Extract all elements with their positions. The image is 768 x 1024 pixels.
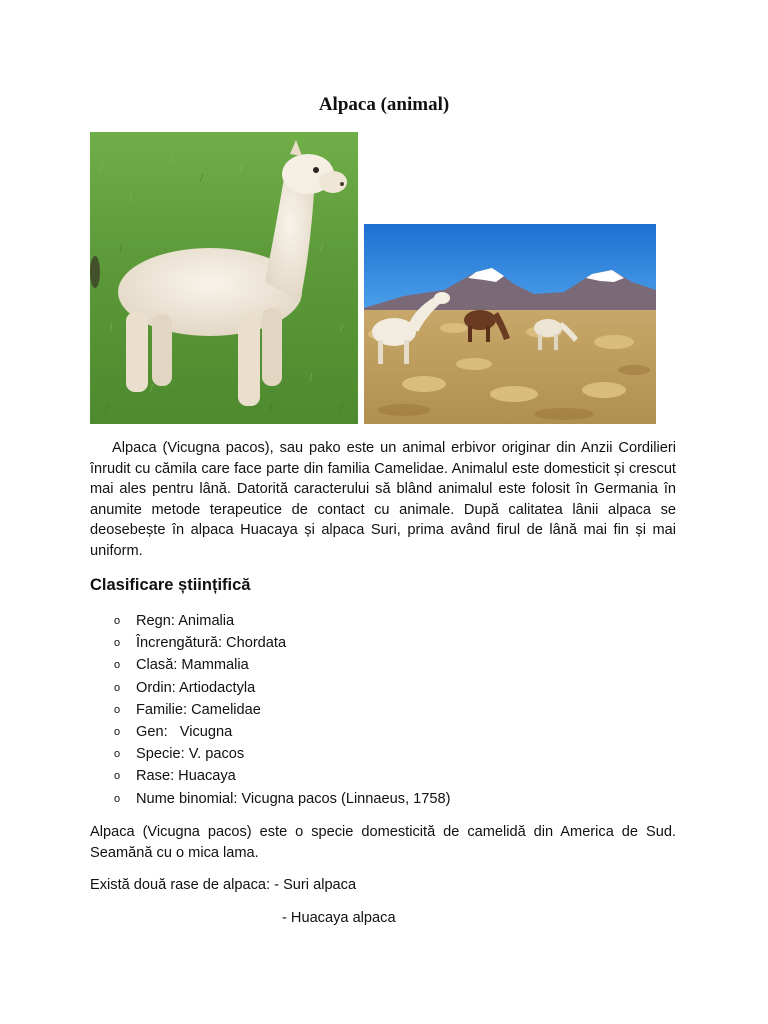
- bullet-icon: o: [114, 725, 121, 738]
- breeds-line-1: Există două rase de alpaca: - Suri alpaca: [90, 877, 357, 893]
- bullet-icon: o: [114, 615, 121, 627]
- bullet-icon: o: [114, 792, 121, 805]
- list-item-text: Familie: Camelidae: [136, 701, 261, 718]
- classification-list: [112, 610, 451, 810]
- species-paragraph: Alpaca (Vicugna pacos) este o specie domesticită de camelidă din America de Sud. Seamănă cu o mica lama.: [90, 824, 676, 861]
- bullet-icon: o: [114, 681, 121, 694]
- list-item: [112, 632, 451, 654]
- list-item: [112, 788, 451, 810]
- list-item-text: Clasă: Mammalia: [136, 657, 249, 674]
- list-item-text: Rase: Huacaya: [136, 768, 236, 785]
- bullet-icon: o: [114, 770, 121, 783]
- list-item-text: Regn: Animalia: [136, 613, 235, 629]
- bullet-icon: o: [114, 703, 121, 716]
- list-item: [112, 699, 451, 721]
- list-item-text: Gen: Vicugna: [136, 723, 233, 740]
- list-item: [112, 677, 451, 699]
- document-title: Alpaca (animal): [318, 94, 450, 115]
- list-item-text: Ordin: Artiodactyla: [136, 679, 256, 696]
- alpaca-photo-grass: [90, 132, 358, 424]
- list-item-text: Nume binomial: Vicugna pacos (Linnaeus, 1758): [136, 790, 451, 807]
- list-item: [112, 654, 451, 676]
- list-item-text: Încrengătură: Chordata: [136, 635, 287, 652]
- bullet-icon: o: [114, 637, 121, 650]
- list-item: [112, 721, 451, 743]
- list-item: [112, 743, 451, 765]
- intro-paragraph: Alpaca (Vicugna pacos), sau pako este un animal erbivor originar din Anzii Cordilieri înrudit cu cămila care face parte din familia Camelidae. Animalul este domesticit și crescut mai ales pentru lână. Datorită caracterului să blând animalul este folosit în Germania în anumite metode terapeutice de contact cu animale. După calitatea lânii alpaca se deosebește în alpaca Huacaya și alpaca Suri, prima având firul de lână mai fin și mai uniform.: [90, 440, 676, 559]
- list-item-text: Specie: V. pacos: [136, 746, 245, 763]
- bullet-icon: o: [114, 748, 121, 761]
- classification-heading: Clasificare științifică: [90, 576, 251, 594]
- alpacas-andes-photo: [364, 224, 656, 424]
- breeds-line-2: - Huacaya alpaca: [282, 910, 396, 926]
- bullet-icon: o: [114, 659, 121, 672]
- list-item: [112, 610, 451, 632]
- list-item: [112, 765, 451, 787]
